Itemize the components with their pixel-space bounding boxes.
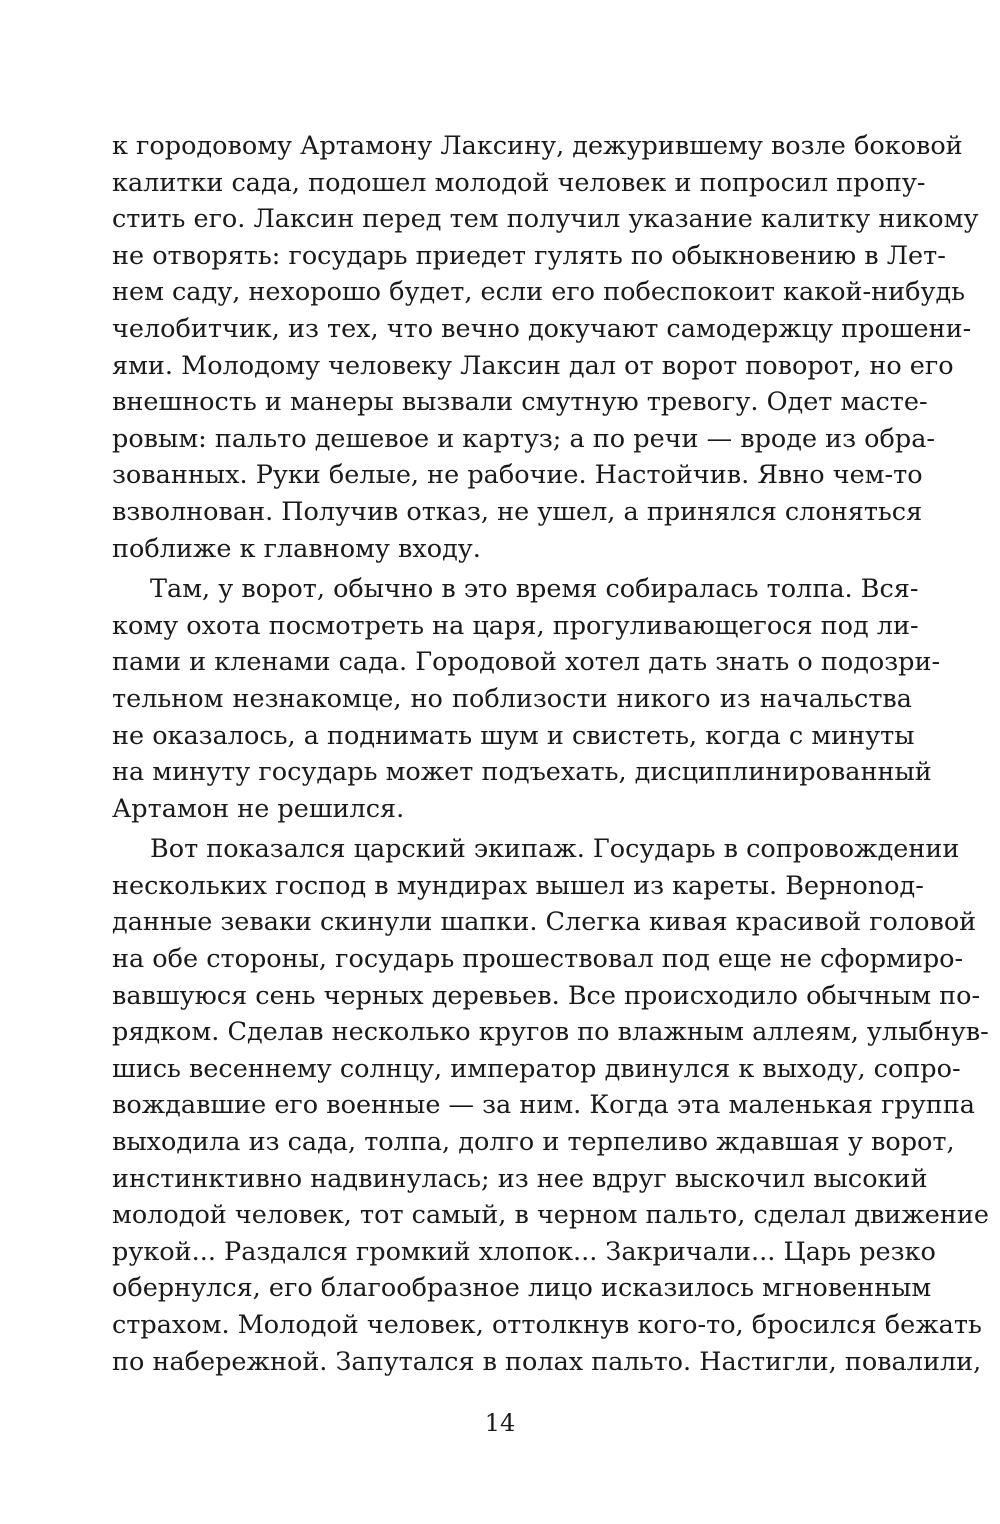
- text-line: данные зеваки скинули шапки. Слегка кивая красивой головой: [112, 907, 977, 938]
- text-line: на обе стороны, государь прошествовал под еще не сформиро-: [112, 944, 964, 975]
- text-line: поближе к главному входу.: [112, 533, 481, 564]
- text-line: рядком. Сделав несколько кругов по влажным аллеям, улыбнув-: [112, 1017, 989, 1048]
- text-line: ями. Молодому человеку Лаксин дал от ворот поворот, но его: [112, 350, 954, 381]
- body-text: [112, 128, 989, 1380]
- text-line: рукой... Раздался громкий хлопок... Закричали... Царь резко: [112, 1236, 936, 1267]
- text-line: кому охота посмотреть на царя, прогуливающегося под ли-: [112, 610, 919, 641]
- text-line: нем саду, нехорошо будет, если его побеспокоит какой-нибудь: [112, 277, 966, 308]
- text-line: вождавшие его военные — за ним. Когда эта маленькая группа: [112, 1090, 975, 1121]
- text-line: нескольких господ в мундирах вышел из кареты. Верноnод-: [112, 870, 924, 901]
- paragraph: [112, 831, 989, 1380]
- text-line: пами и кленами сада. Городовой хотел дать знать о подозри-: [112, 647, 941, 678]
- text-line: по набережной. Запутался в полах пальто. Настигли, повалили,: [112, 1346, 982, 1377]
- text-line: шись весеннему солнцу, император двинулся к выходу, сопро-: [112, 1053, 961, 1084]
- paragraph: [112, 128, 979, 567]
- text-line: обернулся, его благообразное лицо исказилось мгновенным: [112, 1273, 932, 1304]
- text-line: внешность и манеры вызвали смутную тревогу. Одет масте-: [112, 387, 928, 418]
- page-number: 14: [484, 1409, 516, 1437]
- text-line: Артамон не решился.: [112, 793, 405, 824]
- paragraph: [112, 571, 941, 827]
- text-line: не оказалось, а поднимать шум и свистеть, когда с минуты: [112, 720, 915, 751]
- text-line: взволнован. Получив отказ, не ушел, а принялся слоняться: [112, 496, 923, 527]
- text-line: Вот показался царский экипаж. Государь в сопровождении: [150, 834, 960, 865]
- text-line: на минуту государь может подъехать, дисциплинированный: [112, 757, 932, 788]
- text-line: вавшуюся сень черных деревьев. Все происходило обычным по-: [112, 980, 981, 1011]
- text-line: не отворять: государь приедет гулять по обыкновению в Лет-: [112, 240, 946, 271]
- text-line: ровым: пальто дешевое и картуз; а по речи — вроде из обра-: [112, 423, 936, 454]
- text-line: Там, у ворот, обычно в это время собиралась толпа. Вся-: [150, 574, 919, 605]
- text-line: к городовому Артамону Лаксину, дежурившему возле боковой: [112, 131, 963, 161]
- text-line: выходила из сада, толпа, долго и терпеливо ждавшая у ворот,: [112, 1127, 955, 1158]
- text-line: стить его. Лаксин перед тем получил указание калитку никому: [112, 204, 979, 235]
- text-line: челобитчик, из тех, что вечно докучают самодержцу прошени-: [112, 313, 972, 344]
- text-line: молодой человек, тот самый, в черном пальто, сделал движение: [112, 1200, 989, 1231]
- text-line: зованных. Руки белые, не рабочие. Настойчив. Явно чем-то: [112, 460, 923, 491]
- text-line: тельном незнакомце, но поблизости никого из начальства: [112, 683, 912, 714]
- text-line: страхом. Молодой человек, оттолкнув кого-то, бросился бежать: [112, 1310, 982, 1340]
- text-line: инстинктивно надвинулась; из нее вдруг выскочил высокий: [112, 1163, 928, 1194]
- text-line: калитки сада, подошел молодой человек и попросил пропу-: [112, 167, 926, 198]
